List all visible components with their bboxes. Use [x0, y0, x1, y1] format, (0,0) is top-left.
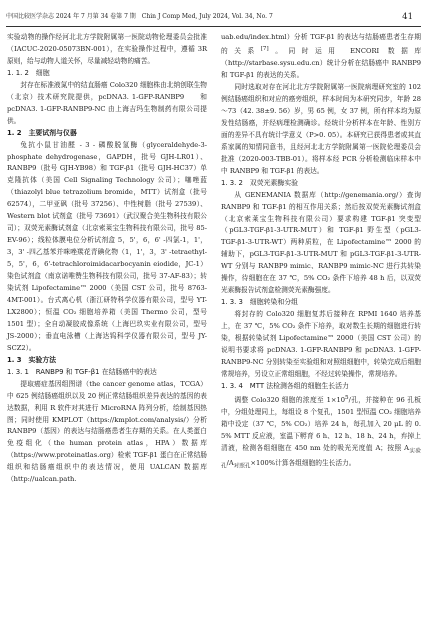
header-rule [6, 26, 421, 27]
paragraph: 将封存的 Colo320 细胞复苏后接种在 RPMI 1640 培养基上，在 37 ℃，5% CO₂ 条件下培养，取对数生长期的细胞进行转染，根据转染试剂 Lipofectamine™ 2000（美国 CST 公司）的说明书要求将 pcDNA3. 1-GFP-RANBP9 和 pcDNA3. 1-GFP-RANBP9-NC 分别转染至实验组和对照组细胞中，转染完成后细胞常规培养，另设立正常组细胞，不经过转染操作，常规培养。 [221, 310, 421, 378]
section-heading: 1. 3. 3 细胞转染和分组 [221, 298, 299, 307]
left-column [7, 32, 221, 486]
paragraph: 兔抗小鼠甘油醛 - 3 - 磷酸脱氢酶（glyceraldehyde-3-phosphate dehydrogenase，GAPDH，批号 GJH-LR01）、RANBP9（批号 GJH-YB98）和 TGF-β1（批号 GJH-HC37）单克隆抗体（美国 Cell Signaling Technology 公司）；噻唑蓝（thiazolyl blue tetrazolium bromide，MTT）试剂盒（批号 62574），二甲亚砜（批号 37256）、中性树脂（批号 27539）、Western blot 试剂盒（批号 73691）（武汉聚合美生物科技有限公司）；双荧光素酶试剂盒（北京索莱宝生物科技有限公司，批号 85-EV-96）；线粒体膜电位分析试剂盒 5，5'，6，6' -四氯-1，1'，3，3' -四乙基苯并咪唑羰花青碘化物（1，1'，3，3' -tetraethyl-5，5'，6，6'-tetrachloroimidacarbocyanin eiodide，JC-1）染色试剂盒（南京诺唯赞生物科技有限公司，批号 37-AF-83）；转染试剂 Lipofectamine™ 2000（美国 CST 公司，批号 8763-4MT-001）。台式离心机（浙江研特科学仪器有限公司，型号 YT-LX2800）；恒温 CO₂ 细胞培养箱（美国 Thermo 公司，型号 1501 型）；全自动凝胶成像系统（上海巴玖实业有限公司，型号 JS-2000）；垂直电泳槽（上海达钨科学仪器有限公司，型号 JY-SCZ2）。 [7, 140, 207, 352]
paragraph: 实验动物的操作经河北北方学院附属第一医院动物伦理委员会批准（IACUC-2020-05073BN-001），在实验操作过程中，遵循 3R 原则，给与动物人道关怀，尽量减轻动物的痛苦。 [7, 33, 207, 65]
paragraph: uab.edu/index.html）分析 TGF-β1 的表达与结肠癌患者生存期的关系[7]。同时运用 ENCORI 数据库（http://starbase.sysu.edu.cn）统计分析在结肠癌中 RANBP9 和 TGF-β1 的表达的关系。 [221, 33, 422, 80]
page-number: 41 [402, 12, 413, 22]
paragraph: 调整 Colo320 细胞的浓度至 $1\times 10^5/$孔，并接种在 96 孔板中，分组处理同上，每组设 8 个复孔，1501 型恒温 CO₂ 细胞培养箱中设定（37 ℃，5% CO₂）培养 24 h，每孔加入 20 μL 的 0. 5% MTT 反应液，室温下孵育 6 h、12 h、18 h、24 h，弃掉上清液，检测各组细胞在 450 nm 处的吸光光度值 A；按照 $A_{实验孔}/A_{对照孔}\times 100\%$计算各组细胞的生长活力。 [221, 394, 421, 470]
paragraph: 提取癌症基因组图谱（the cancer genome atlas，TCGA）中 625 例结肠癌组织以及 20 例正常结肠组织差异表达的基因的表达数据，利用 R 软件对其进行 MicroRNA 阵列分析，绘制基因热图；同时使用 KMPLOT（https://kmplot.com/analysis/）分析 RANBP9（基因）的表达与结肠癌患者生存期的关系。在人类蛋白免疫组化（the human protein atlas，HPA）数据库（https://www.proteinatlas.org）检索 TGF-β1 蛋白在正常结肠组织和结肠癌组织中的表达情况，使用 UALCAN 数据库（http://ualcan.path. [7, 379, 207, 484]
section-heading: 1. 3. 4 MTT 法检测各组的细胞生长活力 [221, 381, 349, 390]
paragraph: 同时选取对存在河北北方学院附属第一医院病理研究室的 102 例结肠癌组织和对应的癌旁组织，样本时间为本研究同步，年龄 28～73（42. 38±9. 56）岁，男 65 例，女 37 例，所有样本均为原发性结肠癌，并经病理检测确诊。经统计分析样本在年龄、性别方面的差异不具有统计学意义（P>0. 05）。本研究已获得患者或其直系家属的知情同意书，且经河北北方学院附属第一医院伦理委员会批准（2020-003-TBB-01）。将样本经 PCR 分析检测临床样本中中 RANBP9 和 TGF-β1 的表达。 [221, 83, 421, 175]
journal-citation: 中国比较医学杂志 2024 年 7 月第 34 卷第 7 期 Chin J Comp Med, July 2024, Vol. 34, No. 7 [6, 13, 273, 20]
right-column [221, 32, 421, 473]
section-heading: 1. 3. 2 双荧光素酶实验 [221, 178, 299, 187]
section-heading: 1. 2 主要试剂与仪器 [7, 128, 77, 137]
section-heading: 1. 1. 2 细胞 [7, 68, 50, 77]
running-header [6, 9, 421, 25]
section-heading: 1. 3 实验方法 [7, 355, 57, 364]
paragraph: 从 GENEMANIA 数据库（http://genemania.org/）查询 RANBP9 和 TGF-β1 的相互作用关系；然后按双荧光素酶试剂盒（北京索莱宝生物科技有限公司）要求构建 TGF-β1 突变型（pGL3-TGF-β1-3-UTR-MUT）和 TGF-β1 野生型（pGL3-TGF-β1-3-UTR-WT）两种质粒，在 Lipofectamine™ 2000 的辅助下，pGL3-TGF-β1-3-UTR-MUT 和 pGL3-TGF-β1-3-UTR-WT 分别与 RANBP9 mimic、RANBP9 mimic-NC 进行共转染操作，待细胞在在 37 ℃，5% CO₂ 条件下培养 48 h 后，以双荧光素酶报告试剂盒检测荧光素酶强度。 [221, 190, 421, 295]
paragraph: 封存在标准液氮中的结直肠癌 Colo320 细胞株由北纳创联生物（北京）技术研究院提供，pcDNA3. 1-GFP-RANBP9 和 pcDNA3. 1-GFP-RANBP9-NC 由上海吉玛生物制药有限公司提供。 [7, 80, 221, 125]
section-heading: 1. 3. 1 RANBP9 和 TGF-β1 在结肠癌中的表达 [7, 367, 157, 376]
